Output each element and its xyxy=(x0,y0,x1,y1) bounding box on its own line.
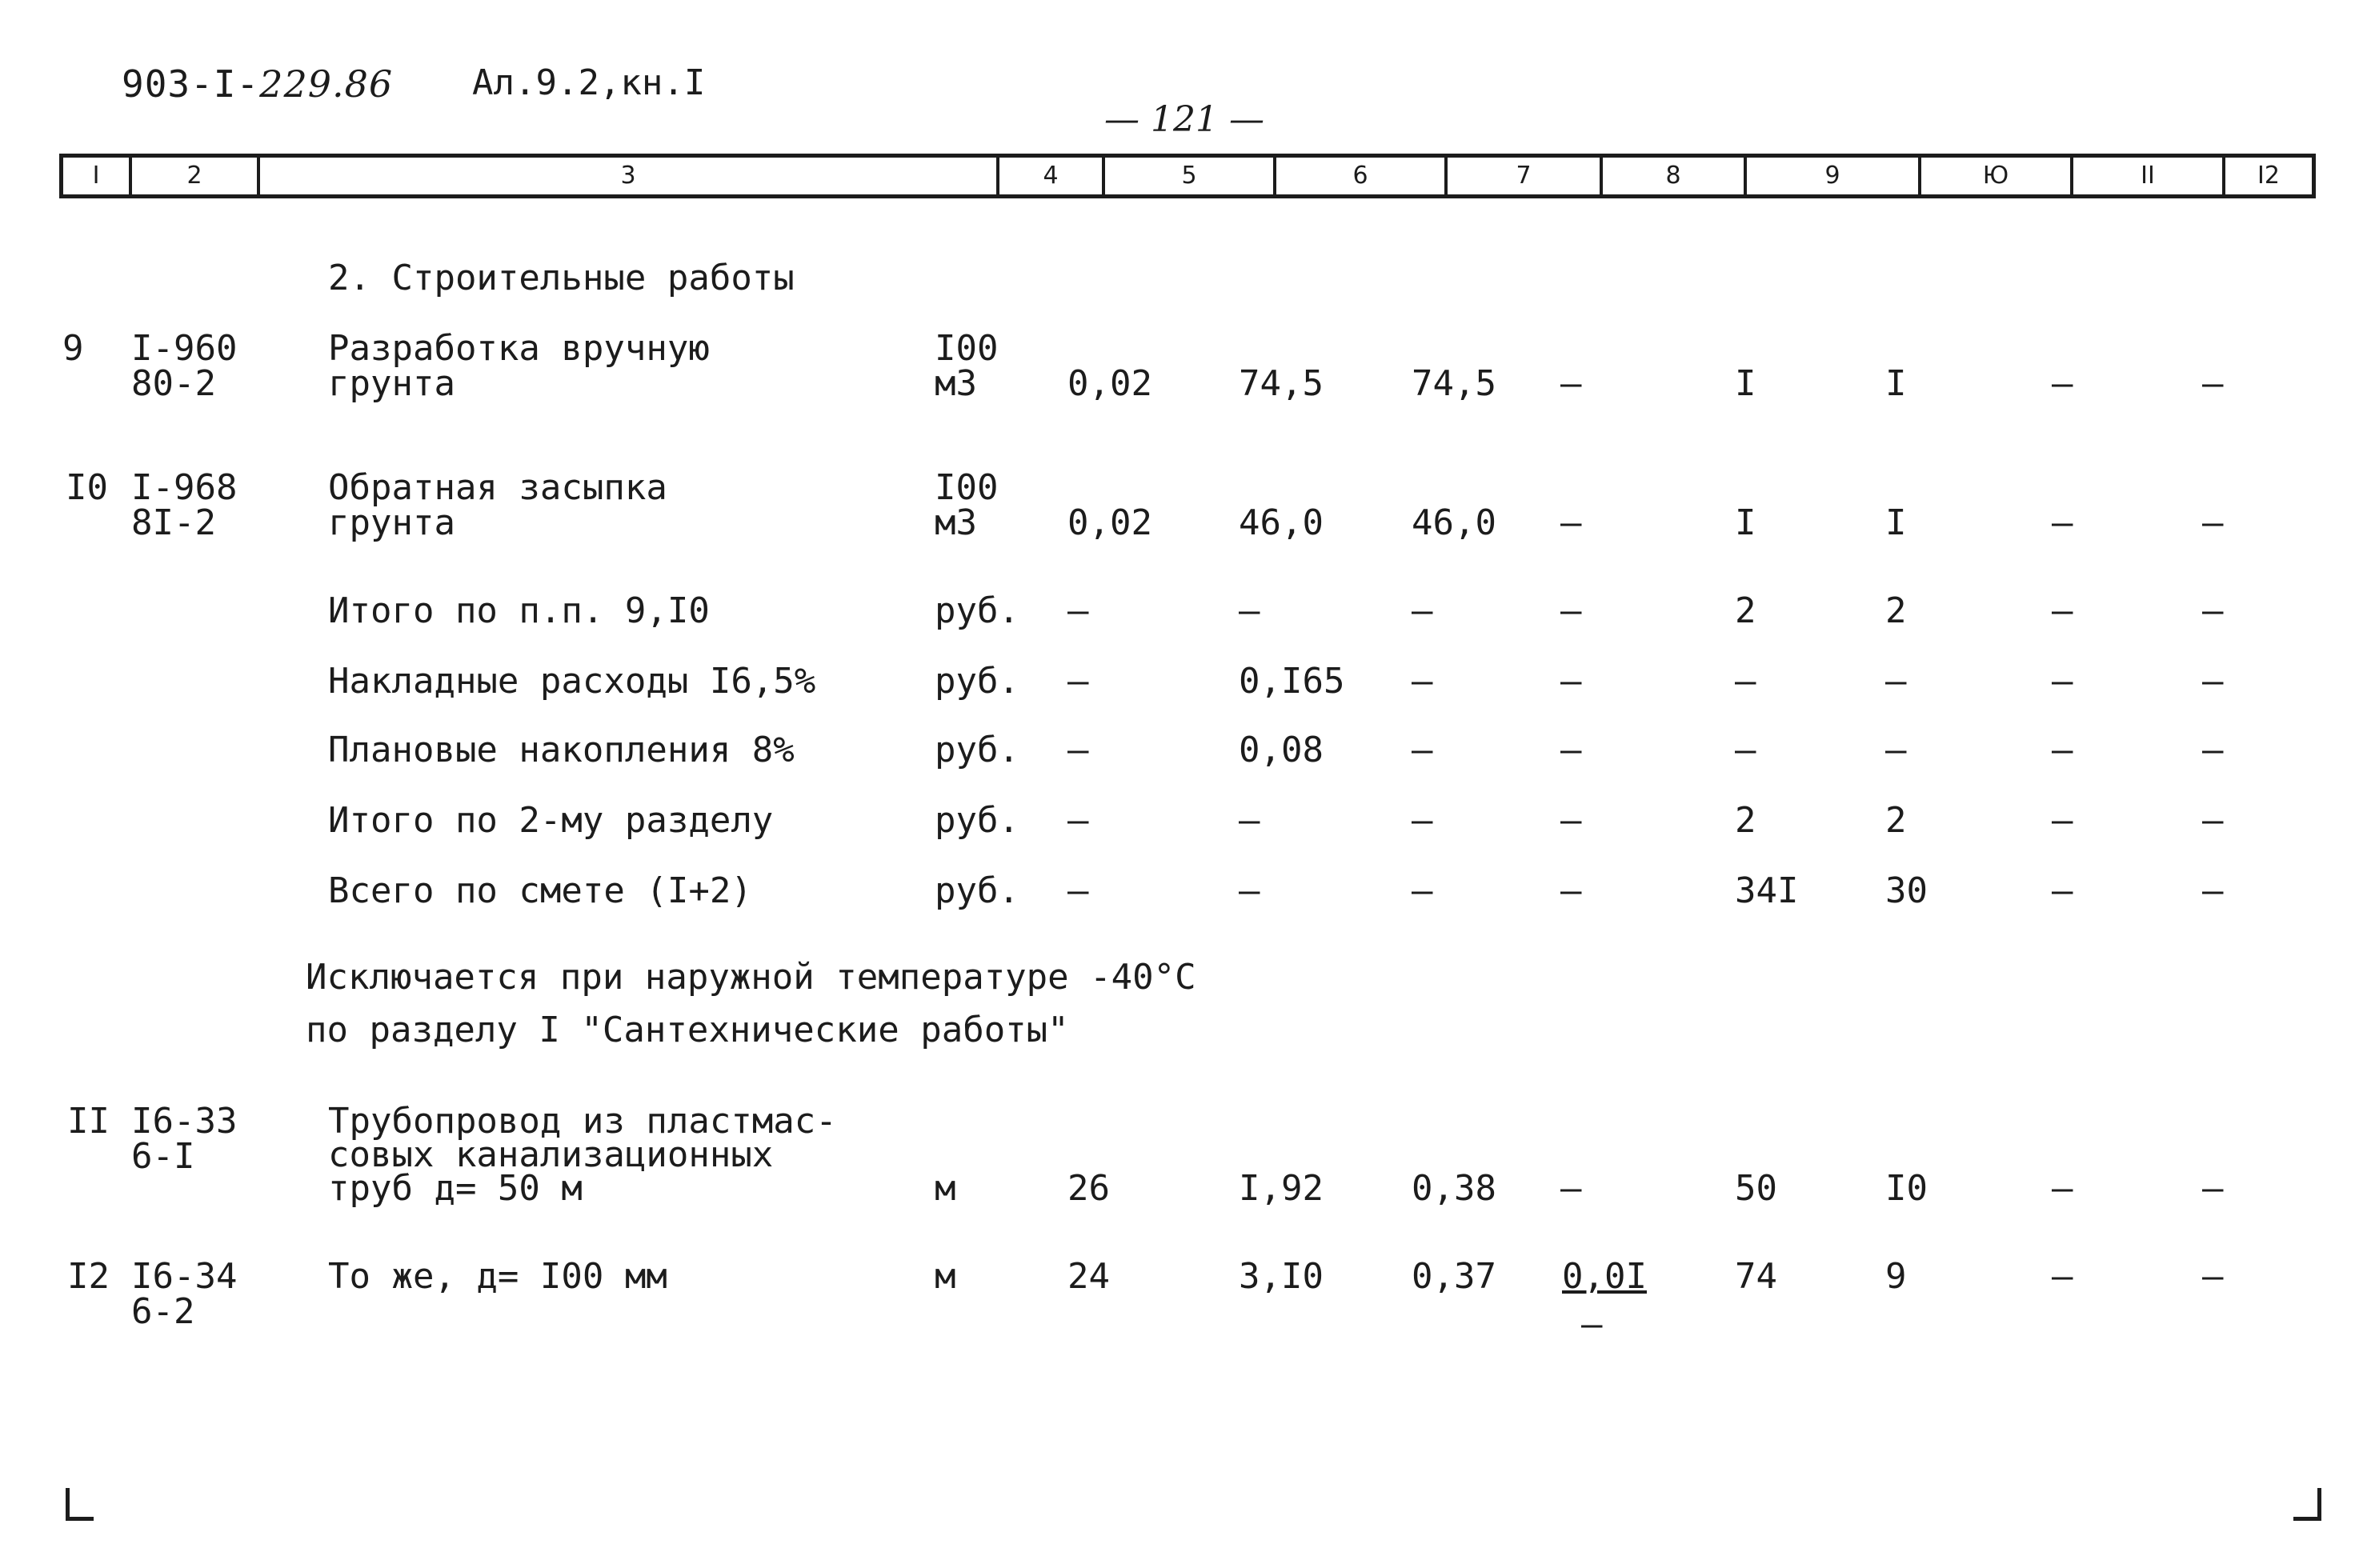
row-quantity: 26 xyxy=(1067,1168,1110,1209)
row-cost-wages: 74,5 xyxy=(1412,363,1496,404)
row-total-cost: 50 xyxy=(1735,1168,1777,1209)
totals-value: – xyxy=(1067,730,1089,770)
totals-value: – xyxy=(2202,870,2224,911)
totals-unit: руб. xyxy=(935,870,1019,911)
row-cost-wages: 0,38 xyxy=(1412,1168,1496,1209)
row-quantity: 0,02 xyxy=(1067,363,1152,404)
row-unit-line: м3 xyxy=(935,502,977,543)
row-code-line: I6-34 xyxy=(131,1256,238,1297)
row-total-wages: 9 xyxy=(1885,1256,1907,1297)
row-unit-cost: 3,I0 xyxy=(1239,1256,1324,1297)
totals-value: – xyxy=(1885,661,1907,702)
totals-value: – xyxy=(1239,590,1260,631)
row-number: 9 xyxy=(62,328,84,369)
row-name-line: совых канализационных xyxy=(328,1134,774,1175)
row-unit-cost: I,92 xyxy=(1239,1168,1324,1209)
totals-value: – xyxy=(1560,590,1582,631)
row-code-line: 80-2 xyxy=(131,363,216,404)
column-number: 3 xyxy=(620,162,636,190)
totals-value: – xyxy=(2052,590,2073,631)
totals-unit: руб. xyxy=(935,661,1019,702)
totals-value: 30 xyxy=(1885,870,1928,911)
row-unit-line: I00 xyxy=(935,467,999,508)
totals-value: – xyxy=(1067,800,1089,841)
row-col11: – xyxy=(2052,502,2073,543)
totals-value: – xyxy=(2202,590,2224,631)
totals-value: – xyxy=(2202,800,2224,841)
row-code-line: I-968 xyxy=(131,467,238,508)
column-number: 4 xyxy=(1043,162,1059,190)
totals-value: – xyxy=(1412,661,1433,702)
column-number: I xyxy=(92,162,100,190)
column-number: 5 xyxy=(1181,162,1197,190)
document-code-prefix: 903-I- xyxy=(122,62,260,106)
row-name-line: труб д= 50 м xyxy=(328,1168,583,1209)
totals-value: – xyxy=(1067,661,1089,702)
totals-value: 2 xyxy=(1885,590,1907,631)
corner-mark-right xyxy=(2293,1488,2321,1521)
column-number: I2 xyxy=(2257,162,2280,190)
totals-value: – xyxy=(1412,870,1433,911)
column-number: 9 xyxy=(1824,162,1840,190)
section-title: 2. Строительные работы xyxy=(328,258,795,298)
exclusion-note-line: по разделу I "Сантехнические работы" xyxy=(306,1010,1069,1050)
row-name-line: Разработка вручную xyxy=(328,328,710,369)
row-code-line: I6-33 xyxy=(131,1101,238,1142)
totals-value: 0,I65 xyxy=(1239,661,1345,702)
row-code-line: I-960 xyxy=(131,328,238,369)
album-reference: Ал.9.2,кн.I xyxy=(472,62,706,103)
column-number: 7 xyxy=(1516,162,1532,190)
totals-value: – xyxy=(1735,730,1756,770)
totals-unit: руб. xyxy=(935,800,1019,841)
row-total-cost: 74 xyxy=(1735,1256,1777,1297)
totals-value: 2 xyxy=(1735,590,1756,631)
row-cost-machines-sub: – xyxy=(1581,1304,1603,1345)
row-unit-line: I00 xyxy=(935,328,999,369)
totals-value: – xyxy=(1067,870,1089,911)
row-col11: – xyxy=(2052,363,2073,404)
totals-unit: руб. xyxy=(935,590,1019,631)
row-cost-machines: 0,0I xyxy=(1562,1256,1647,1297)
document-code xyxy=(122,62,393,106)
row-quantity: 24 xyxy=(1067,1256,1110,1297)
row-col12: – xyxy=(2202,502,2224,543)
row-name-line: То же, д= I00 мм xyxy=(328,1256,667,1297)
row-quantity: 0,02 xyxy=(1067,502,1152,543)
column-number: II xyxy=(2141,162,2155,190)
row-cost-machines: – xyxy=(1560,502,1582,543)
totals-value: – xyxy=(1735,661,1756,702)
column-number: 8 xyxy=(1665,162,1681,190)
totals-value: – xyxy=(1239,870,1260,911)
row-name-line: грунта xyxy=(328,502,455,543)
row-unit-line: м3 xyxy=(935,363,977,404)
row-total-cost: I xyxy=(1735,363,1756,404)
row-name-line: Обратная засыпка xyxy=(328,467,667,508)
totals-value: – xyxy=(1560,800,1582,841)
totals-value: – xyxy=(2052,730,2073,770)
row-total-wages: I xyxy=(1885,502,1907,543)
totals-label: Всего по смете (I+2) xyxy=(328,870,752,911)
totals-value: – xyxy=(1560,730,1582,770)
column-number: 6 xyxy=(1352,162,1368,190)
totals-value: – xyxy=(1067,590,1089,631)
row-code-line: 6-2 xyxy=(131,1291,195,1332)
totals-value: – xyxy=(2052,870,2073,911)
totals-label: Плановые накопления 8% xyxy=(328,730,795,770)
totals-value: 2 xyxy=(1885,800,1907,841)
document-code-number: 229.86 xyxy=(259,62,394,106)
row-col12: – xyxy=(2202,1168,2224,1209)
row-cost-wages: 0,37 xyxy=(1412,1256,1496,1297)
row-total-wages: I0 xyxy=(1885,1168,1928,1209)
row-col12: – xyxy=(2202,1256,2224,1297)
row-name-line: Трубопровод из пластмас- xyxy=(328,1101,837,1142)
row-cost-wages: 46,0 xyxy=(1412,502,1496,543)
row-number: I0 xyxy=(66,467,108,508)
totals-value: – xyxy=(2052,661,2073,702)
row-cost-machines: – xyxy=(1560,1168,1582,1209)
totals-value: – xyxy=(1412,590,1433,631)
corner-mark-left xyxy=(66,1488,94,1521)
column-number: Ю xyxy=(1982,162,2009,190)
totals-value: – xyxy=(1412,800,1433,841)
totals-value: – xyxy=(2202,730,2224,770)
row-total-wages: I xyxy=(1885,363,1907,404)
row-name-line: грунта xyxy=(328,363,455,404)
totals-label: Накладные расходы I6,5% xyxy=(328,661,816,702)
row-cost-machines: – xyxy=(1560,363,1582,404)
page-number: — 121 — xyxy=(1104,99,1264,140)
totals-value: 2 xyxy=(1735,800,1756,841)
row-code-line: 8I-2 xyxy=(131,502,216,543)
column-number-bar xyxy=(59,154,2316,198)
row-col12: – xyxy=(2202,363,2224,404)
totals-value: 0,08 xyxy=(1239,730,1324,770)
row-number: II xyxy=(67,1101,110,1142)
totals-value: – xyxy=(2202,661,2224,702)
totals-value: 34I xyxy=(1735,870,1799,911)
row-unit: м xyxy=(935,1256,956,1297)
totals-value: – xyxy=(1560,870,1582,911)
row-code-line: 6-I xyxy=(131,1136,195,1177)
totals-unit: руб. xyxy=(935,730,1019,770)
row-number: I2 xyxy=(67,1256,110,1297)
row-col11: – xyxy=(2052,1256,2073,1297)
totals-value: – xyxy=(1560,661,1582,702)
totals-value: – xyxy=(1885,730,1907,770)
column-number: 2 xyxy=(186,162,202,190)
totals-value: – xyxy=(1239,800,1260,841)
row-unit: м xyxy=(935,1168,956,1209)
row-unit-cost: 74,5 xyxy=(1239,363,1324,404)
row-unit-cost: 46,0 xyxy=(1239,502,1324,543)
exclusion-note-line: Исключается при наружной температуре -40°С xyxy=(306,957,1196,998)
totals-label: Итого по 2-му разделу xyxy=(328,800,774,841)
row-col11: – xyxy=(2052,1168,2073,1209)
row-total-cost: I xyxy=(1735,502,1756,543)
totals-label: Итого по п.п. 9,I0 xyxy=(328,590,710,631)
totals-value: – xyxy=(1412,730,1433,770)
totals-value: – xyxy=(2052,800,2073,841)
